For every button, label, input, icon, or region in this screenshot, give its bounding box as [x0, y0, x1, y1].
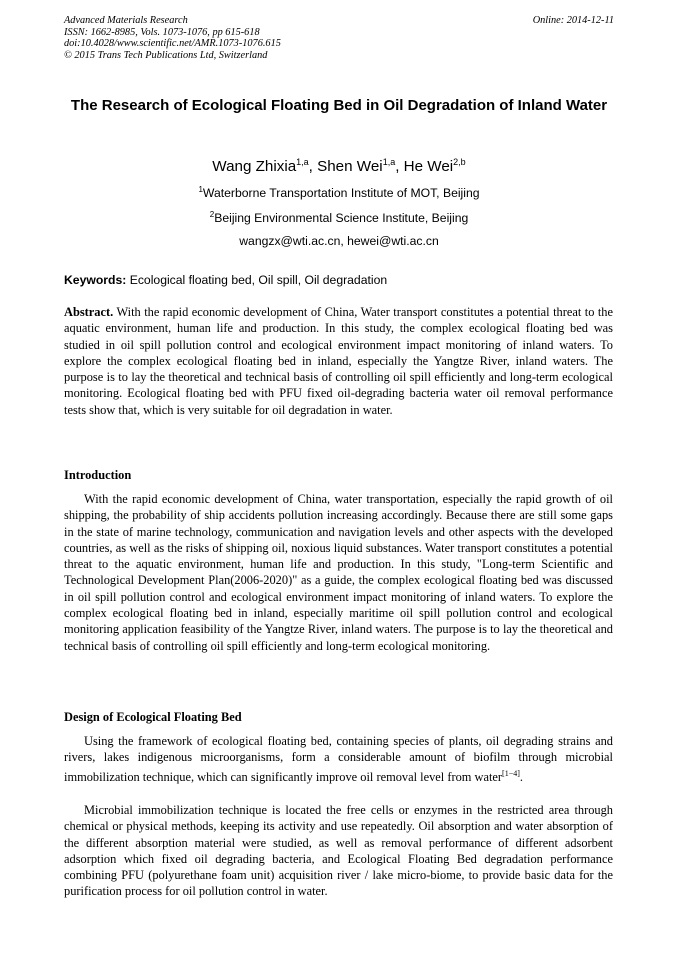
affiliation-text: Beijing Environmental Science Institute, Beijing	[214, 211, 469, 226]
keywords-label: Keywords:	[64, 273, 127, 287]
affiliation-mark: 1	[198, 185, 203, 194]
author-affiliation-mark: 1,a	[382, 157, 396, 167]
design-paragraph-1	[64, 733, 613, 785]
author-name: He Wei	[403, 158, 454, 176]
design-paragraph-2: Microbial immobilization technique is located the free cells or enzymes in the restricted area through chemical or physical methods, keeping its activity and use repeatedly. Oil absorption and water absorption of the different absorption material were studied, as well as removal performance of different adsorbent adsorption which fixed oil degrading bacteria, and Ecological Floating Bed degradation performance combining PFU (polyurethane foam unit) acquisition river / lake micro-biome, to provide basic data for the purification process for oil pollution control in water.	[64, 803, 613, 899]
abstract	[64, 304, 613, 418]
journal-name: Advanced Materials Research	[64, 15, 188, 26]
paper-title: The Research of Ecological Floating Bed in Oil Degradation of Inland Water	[70, 97, 608, 114]
issn-line: ISSN: 1662-8985, Vols. 1073-1076, pp 615-618	[64, 26, 260, 38]
author-list: Wang Zhixia$^{1,a}$, Shen Wei$^{1,a}$, He Wei$^{2,b}$	[212, 157, 466, 176]
affiliation-text: Waterborne Transportation Institute of MOT, Beijing	[202, 186, 480, 201]
section-heading-introduction: Introduction	[64, 468, 132, 482]
doi-line: doi:10.4028/www.scientific.net/AMR.1073-1076.615	[64, 38, 281, 50]
introduction-paragraph: With the rapid economic development of China, water transportation, especially the rapid growth of oil shipping, the probability of ship accidents pollution increasing accordingly. Because there are still some gaps in the state of marine technology, communication and navigation levels and other aspects with the developed countries, as well as the risks of shipping oil, noxious liquid substances. Water transport constitutes a potential threat to the aquatic environment, human life and production. In this study, "Long-term Scientific and Technological Development Plan(2006-2020)" as a guide, the complex ecological floating bed was discussed in oil spill pollution control and ecological environment impact monitoring of inland waters. To explore the complex ecological floating bed in inland, especially maritime oil spill pollution control and ecological monitoring application feasibility of the Yangtze River, inland waters. The purpose is to lay the theoretical and technical basis of controlling oil spill efficiently and long-term ecological monitoring.	[64, 492, 613, 653]
design-paragraph-1-text: Using the framework of ecological floating bed, containing species of plants, oil degrading strains and rivers, lakes indigenous microorganisms, form a considerable amount of biofilm through microbial immobilization technique, which can significantly improve oil removal level from water	[64, 734, 613, 784]
author-affiliation-mark: 2,b	[453, 157, 466, 167]
abstract-label: Abstract.	[64, 305, 114, 319]
keywords-text: Ecological floating bed, Oil spill, Oil degradation	[129, 273, 388, 287]
affiliation-mark: 2	[209, 210, 215, 219]
online-date: Online: 2014-12-11	[532, 15, 614, 26]
author-affiliation-mark: 1,a	[296, 157, 309, 167]
affiliation-2	[0, 210, 678, 225]
keywords	[64, 273, 614, 287]
author-name: Shen Wei	[317, 158, 383, 176]
author-name: Wang Zhixia	[212, 158, 297, 176]
abstract-text: With the rapid economic development of China, Water transport constitutes a potential threat to the aquatic environment, human life and production. In this study, the complex ecological floating bed was studied in oil spill pollution control and ecological environment impact monitoring of inland waters. To explore the complex ecological floating bed in inland, especially the Yangtze River, inland waters. The purpose is to lay the theoretical and technical basis of controlling oil spill efficiently and long-term ecological monitoring. Ecological floating bed with PFU fixed oil-degrading bacteria water oil removal performance tests show that, which is very suitable for oil degradation in water.	[64, 305, 613, 417]
citation-ref: [1−4]	[502, 768, 520, 778]
design-paragraph-1-end: .	[519, 769, 523, 784]
copyright-line: © 2015 Trans Tech Publications Ltd, Switzerland	[64, 49, 268, 61]
affiliation-1	[0, 185, 678, 200]
section-heading-design: Design of Ecological Floating Bed	[64, 710, 242, 724]
journal-header	[64, 15, 614, 61]
author-emails: wangzx@wti.ac.cn, hewei@wti.ac.cn	[239, 234, 439, 248]
